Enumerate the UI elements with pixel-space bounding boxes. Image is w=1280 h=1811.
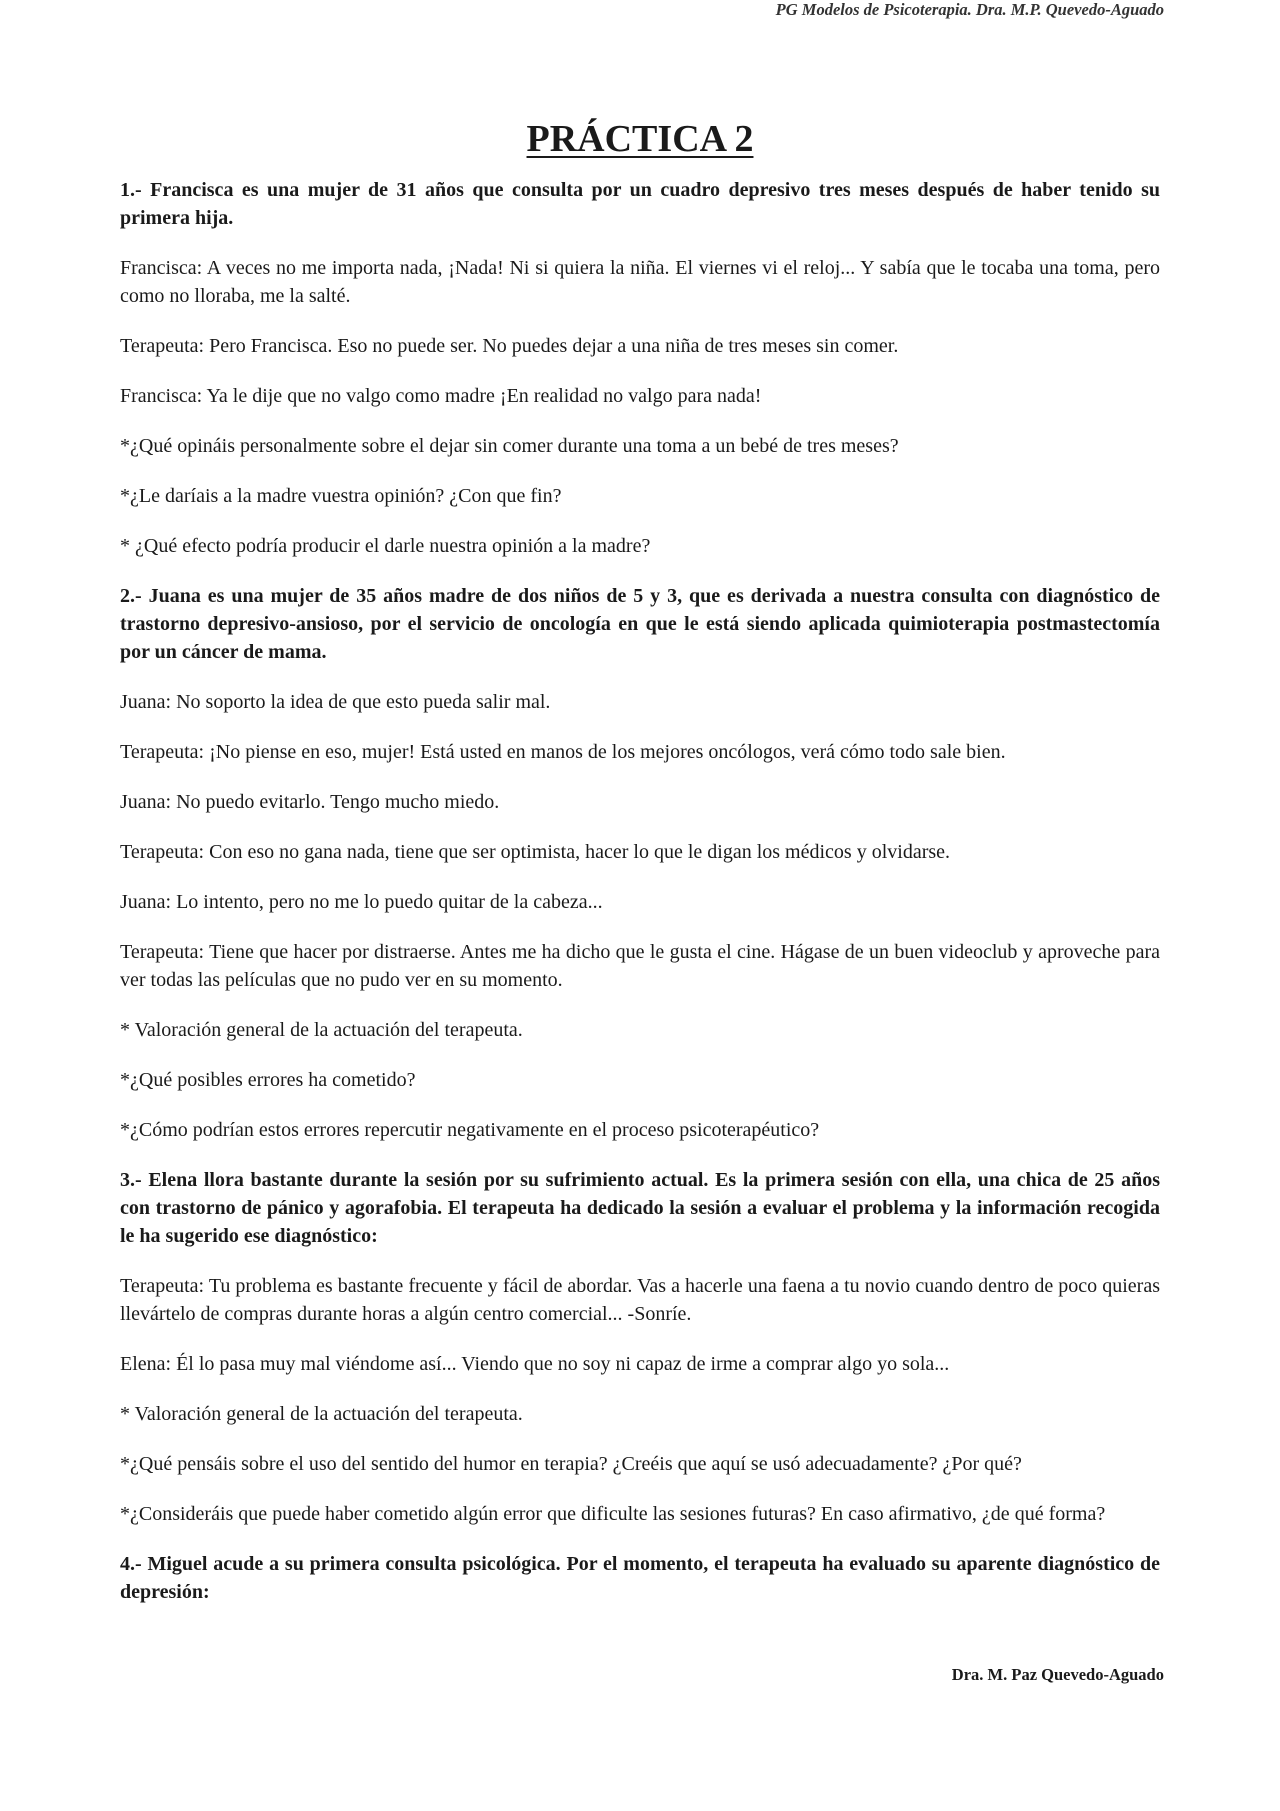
dialogue-line: Juana: No soporto la idea de que esto pueda salir mal.	[120, 691, 551, 713]
discussion-prompt: *¿Consideráis que puede haber cometido algún error que dificulte las sesiones futuras? En caso afirmativo, ¿de qué forma?	[120, 1503, 1106, 1525]
case-2-question: 2.- Juana es una mujer de 35 años madre de dos niños de 5 y 3, que es derivada a nuestra consulta con diagnóstico de trastorno depresivo-ansioso, por el servicio de oncología en que le está siendo aplicada quimioterapia postmastectomía por un cáncer de mama.	[120, 585, 1160, 663]
dialogue-line: Terapeuta: Tiene que hacer por distraerse. Antes me ha dicho que le gusta el cine. Hágase de un buen videoclub y aproveche para ver todas las películas que no pudo ver en su momento.	[120, 941, 1160, 991]
document-title: PRÁCTICA 2	[526, 118, 754, 160]
dialogue-line: Terapeuta: Pero Francisca. Eso no puede ser. No puedes dejar a una niña de tres meses sin comer.	[120, 335, 899, 357]
discussion-prompt: * Valoración general de la actuación del terapeuta.	[120, 1019, 523, 1041]
discussion-prompt: *¿Qué posibles errores ha cometido?	[120, 1069, 416, 1091]
dialogue-line: Juana: Lo intento, pero no me lo puedo quitar de la cabeza...	[120, 891, 603, 913]
discussion-prompt: *¿Qué pensáis sobre el uso del sentido del humor en terapia? ¿Creéis que aquí se usó adecuadamente? ¿Por qué?	[120, 1453, 1022, 1475]
dialogue-line: Francisca: A veces no me importa nada, ¡Nada! Ni si quiera la niña. El viernes vi el reloj... Y sabía que le tocaba una toma, pero como no lloraba, me la salté.	[120, 257, 1160, 307]
case-3-question: 3.- Elena llora bastante durante la sesión por su sufrimiento actual. Es la primera sesión con ella, una chica de 25 años con trastorno de pánico y agorafobia. El terapeuta ha dedicado la sesión a evaluar el problema y la información recogida le ha sugerido ese diagnóstico:	[120, 1169, 1160, 1247]
discussion-prompt: * ¿Qué efecto podría producir el darle nuestra opinión a la madre?	[120, 535, 651, 557]
dialogue-line: Terapeuta: ¡No piense en eso, mujer! Está usted en manos de los mejores oncólogos, verá cómo todo sale bien.	[120, 741, 1006, 763]
dialogue-line: Elena: Él lo pasa muy mal viéndome así... Viendo que no soy ni capaz de irme a comprar algo yo sola...	[120, 1353, 950, 1375]
running-header: PG Modelos de Psicoterapia. Dra. M.P. Quevedo-Aguado	[775, 0, 1164, 19]
running-footer: Dra. M. Paz Quevedo-Aguado	[951, 1665, 1164, 1684]
document-body	[120, 112, 1160, 1628]
case-1-question: 1.- Francisca es una mujer de 31 años que consulta por un cuadro depresivo tres meses después de haber tenido su primera hija.	[120, 179, 1160, 229]
dialogue-line: Terapeuta: Tu problema es bastante frecuente y fácil de abordar. Vas a hacerle una faena a tu novio cuando dentro de poco quieras llevártelo de compras durante horas a algún centro comercial... -Sonríe.	[120, 1275, 1160, 1325]
discussion-prompt: *¿Le daríais a la madre vuestra opinión? ¿Con que fin?	[120, 485, 562, 507]
case-4-question: 4.- Miguel acude a su primera consulta psicológica. Por el momento, el terapeuta ha evaluado su aparente diagnóstico de depresión:	[120, 1553, 1160, 1603]
dialogue-line: Francisca: Ya le dije que no valgo como madre ¡En realidad no valgo para nada!	[120, 385, 762, 407]
discussion-prompt: * Valoración general de la actuación del terapeuta.	[120, 1403, 523, 1425]
discussion-prompt: *¿Qué opináis personalmente sobre el dejar sin comer durante una toma a un bebé de tres meses?	[120, 435, 899, 457]
dialogue-line: Terapeuta: Con eso no gana nada, tiene que ser optimista, hacer lo que le digan los médicos y olvidarse.	[120, 841, 951, 863]
discussion-prompt: *¿Cómo podrían estos errores repercutir negativamente en el proceso psicoterapéutico?	[120, 1119, 820, 1141]
dialogue-line: Juana: No puedo evitarlo. Tengo mucho miedo.	[120, 791, 500, 813]
